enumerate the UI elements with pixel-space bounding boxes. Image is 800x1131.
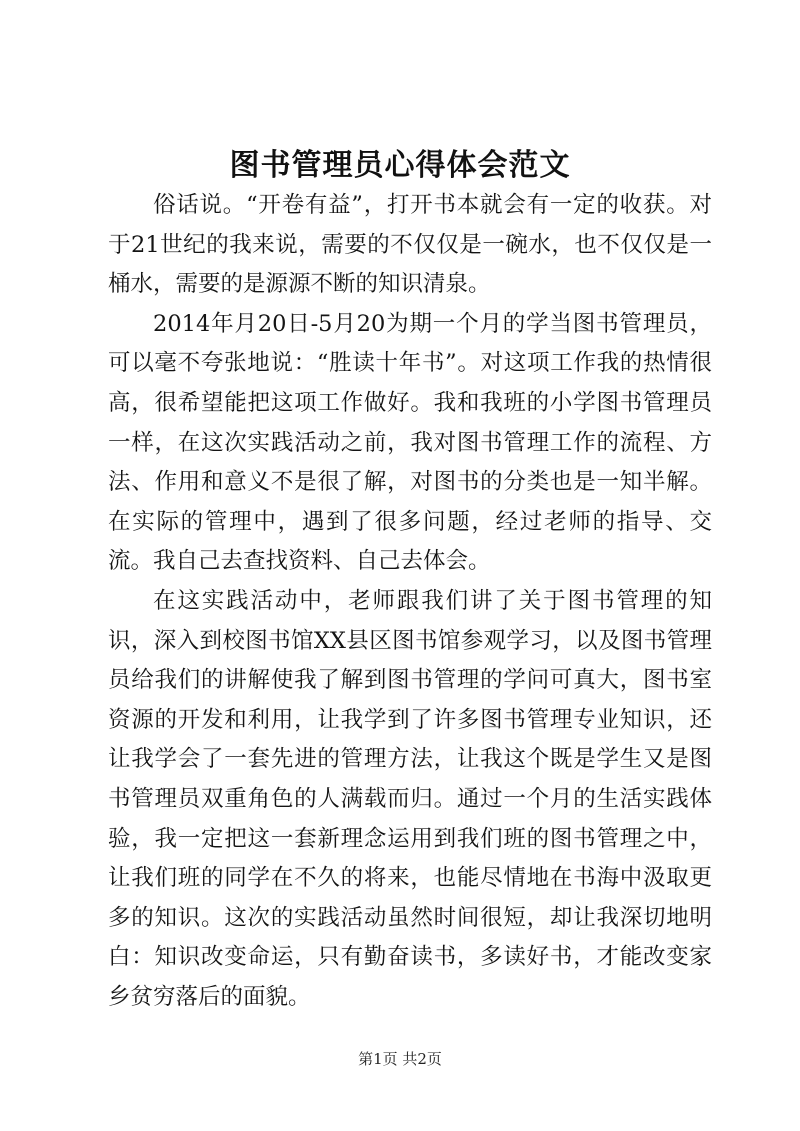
paragraph-1: 俗话说。“开卷有益”，打开书本就会有一定的收获。对于21世纪的我来说，需要的不仅仅是一碗水，也不仅仅是一桶水，需要的是源源不断的知识清泉。 xyxy=(108,192,712,298)
document-body xyxy=(108,186,712,1017)
paragraph-3: 在这实践活动中，老师跟我们讲了关于图书管理的知识，深入到校图书馆XX县区图书馆参观学习，以及图书管理员给我们的讲解使我了解到图书管理的学问可真大，图书室资源的开发和利用，让我学到了许多图书管理专业知识，还让我学会了一套先进的管理方法，让我这个既是学生又是图书管理员双重角色的人满载而归。通过一个月的生活实践体验，我一定把这一套新理念运用到我们班的图书管理之中，让我们班的同学在不久的将来，也能尽情地在书海中汲取更多的知识。这次的实践活动虽然时间很短，却让我深切地明白：知识改变命运，只有勤奋读书，多读好书，才能改变家乡贫穷落后的面貌。 xyxy=(108,587,712,1010)
paragraph-2: 2014年月20日-5月20为期一个月的学当图书管理员，可以毫不夸张地说：“胜读十年书”。对这项工作我的热情很高，很希望能把这项工作做好。我和我班的小学图书管理员一样，在这次实践活动之前，我对图书管理工作的流程、方法、作用和意义不是很了解，对图书的分类也是一知半解。在实际的管理中，遇到了很多问题，经过老师的指导、交流。我自己去查找资料、自己去体会。 xyxy=(108,310,712,575)
page-footer: 第1页 共2页 xyxy=(358,1050,442,1068)
document-title: 图书管理员心得体会范文 xyxy=(229,148,571,183)
